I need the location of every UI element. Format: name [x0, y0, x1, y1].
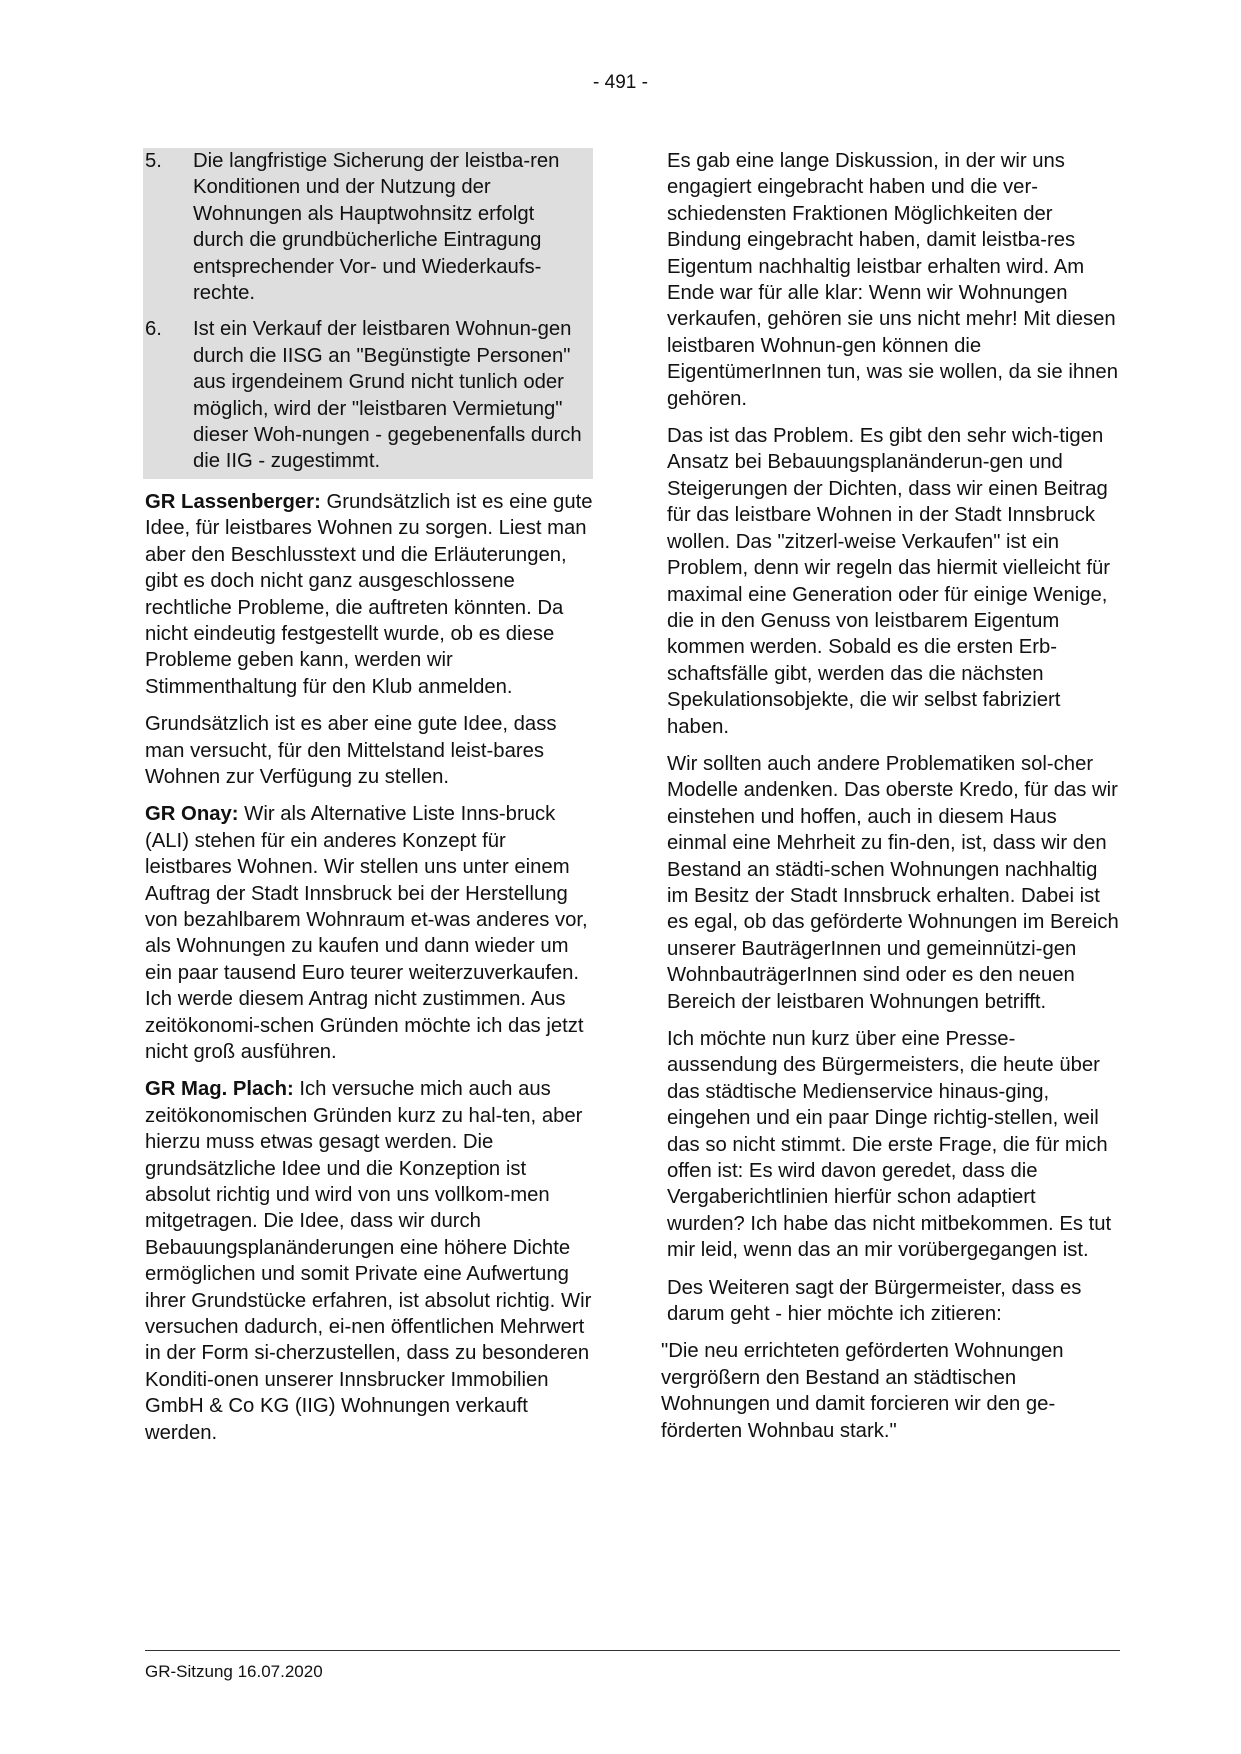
- list-item-number: 5.: [145, 150, 162, 172]
- left-column: [145, 148, 593, 1457]
- paragraph-text: Grundsätzlich ist es aber eine gute Idee, dass man versucht, für den Mittelstand leist-bares Wohnen zur Verfügung zu stellen.: [145, 713, 557, 788]
- speaker-name: GR Mag. Plach:: [145, 1078, 294, 1101]
- list-item-text: Ist ein Verkauf der leistbaren Wohnun-gen durch die IISG an "Begünstigte Personen" aus irgendeinem Grund nicht tunlich oder möglich, wird der "leistbaren Vermietung" dieser Woh-nungen - gegebenenfalls durch die IIG - zugestimmt.: [193, 318, 582, 473]
- paragraph: Das ist das Problem. Es gibt den sehr wich-tigen Ansatz bei Bebauungsplanänderun-gen und Steigerungen der Dichten, dass wir einen Beitrag für das leistbare Wohnen in der Stadt Innsbruck wollen. Das "zitzerl-weise Verkaufen" ist ein Problem, denn wir regeln das hiermit vielleicht für maximal eine Generation oder für einige Wenige, die in den Genuss von leistbarem Eigentum kommen werden. Sobald es die ersten Erb-schaftsfälle gibt, werden das die nächsten Spekulationsobjekte, die wir selbst fabriziert haben.: [667, 425, 1110, 738]
- footer-divider: [145, 1650, 1120, 1651]
- shaded-list: [143, 148, 593, 479]
- quote: "Die neu errichteten geförderten Wohnungen vergrößern den Bestand an städtischen Wohnungen und damit forcieren wir den ge-förderten Wohnbau stark.": [661, 1340, 1064, 1442]
- paragraph: [145, 489, 593, 700]
- paragraph: Es gab eine lange Diskussion, in der wir uns engagiert eingebracht haben und die ver-schiedensten Fraktionen Möglichkeiten der Bindung eingebracht haben, damit leistba-res Eigentum nachhaltig leistbar erhalten wird. Am Ende war für alle klar: Wenn wir Wohnungen verkaufen, gehören sie uns nicht mehr! Mit diesen leistbaren Wohnun-gen können die EigentümerInnen tun, was sie wollen, da sie ihnen gehören.: [667, 150, 1118, 410]
- list-item: [145, 316, 589, 474]
- footer-text: GR-Sitzung 16.07.2020: [145, 1662, 323, 1681]
- paragraph-text: Ich versuche mich auch aus zeitökonomischen Gründen kurz zu hal-ten, aber hierzu muss etwas gesagt werden. Die grundsätzliche Idee und die Konzeption ist absolut richtig und wird von uns vollkom-men mitgetragen. Die Idee, dass wir durch Bebauungsplanänderungen eine höhere Dichte ermöglichen und somit Private eine Aufwertung ihrer Grundstücke erfahren, ist absolut richtig. Wir versuchen dadurch, ei-nen öffentlichen Mehrwert in der Form si-cherzustellen, dass zu besonderen Konditi-onen unserer Innsbrucker Immobilien GmbH & Co KG (IIG) Wohnungen verkauft werden.: [145, 1078, 592, 1444]
- paragraph: [145, 1076, 593, 1446]
- paragraph: [145, 801, 593, 1065]
- page-number: - 491 -: [593, 72, 648, 93]
- paragraph: [145, 711, 593, 790]
- speaker-name: GR Lassenberger:: [145, 490, 321, 513]
- paragraph: Wir sollten auch andere Problematiken sol-cher Modelle andenken. Das oberste Kredo, für das wir einstehen und hoffen, auch in diesem Haus einmal eine Mehrheit zu fin-den, ist, dass wir den Bestand an städti-schen Wohnungen nachhaltig im Besitz der Stadt Innsbruck erhalten. Dabei ist es egal, ob das geförderte Wohnungen im Bereich unserer BauträgerInnen und gemeinnützi-gen WohnbauträgerInnen sind oder es den neuen Bereich der leistbaren Wohnungen betrifft.: [667, 752, 1119, 1013]
- list-item-number: 6.: [145, 318, 162, 341]
- paragraph-text: Wir als Alternative Liste Inns-bruck (ALI) stehen für ein anderes Konzept für leistbares Wohnen. Wir stellen uns unter einem Auftrag der Stadt Innsbruck bei der Herstellung von bezahlbarem Wohnraum et-was anderes vor, als Wohnungen zu kaufen und dann wieder um ein paar tausend Euro teurer weiterzuverkaufen. Ich werde diesem Antrag nicht zustimmen. Aus zeitökonomi-schen Gründen möchte ich das jetzt nicht groß ausführen.: [145, 803, 588, 1063]
- speaker-name: GR Onay:: [145, 803, 239, 826]
- paragraph: Ich möchte nun kurz über eine Presse-aussendung des Bürgermeisters, die heute über das städtische Medienservice hinaus-ging, eingehen und ein paar Dinge richtig-stellen, weil das so nicht stimmt. Die erste Frage, die für mich offen ist: Es wird davon geredet, dass die Vergaberichtlinien hierfür schon adaptiert wurden? Ich habe das nicht mitbekommen. Es tut mir leid, wenn das an mir vorübergegangen ist.: [667, 1028, 1112, 1262]
- list-item: [145, 148, 589, 306]
- list-item-text: Die langfristige Sicherung der leistba-ren Konditionen und der Nutzung der Wohnungen als Hauptwohnsitz erfolgt durch die grundbücherliche Eintragung entsprechender Vor- und Wiederkaufs-rechte.: [193, 150, 560, 305]
- paragraph-text: Grundsätzlich ist es eine gute Idee, für leistbares Wohnen zu sorgen. Liest man aber den Beschlusstext und die Erläuterungen, gibt es doch nicht ganz ausgeschlossene rechtliche Probleme, die auftreten könnten. Da nicht eindeutig festgestellt wurde, ob es diese Probleme geben kann, werden wir Stimmenthaltung für den Klub anmelden.: [145, 490, 593, 698]
- paragraph: Des Weiteren sagt der Bürgermeister, dass es darum geht - hier möchte ich zitieren:: [667, 1276, 1082, 1326]
- right-column: [661, 148, 1119, 1455]
